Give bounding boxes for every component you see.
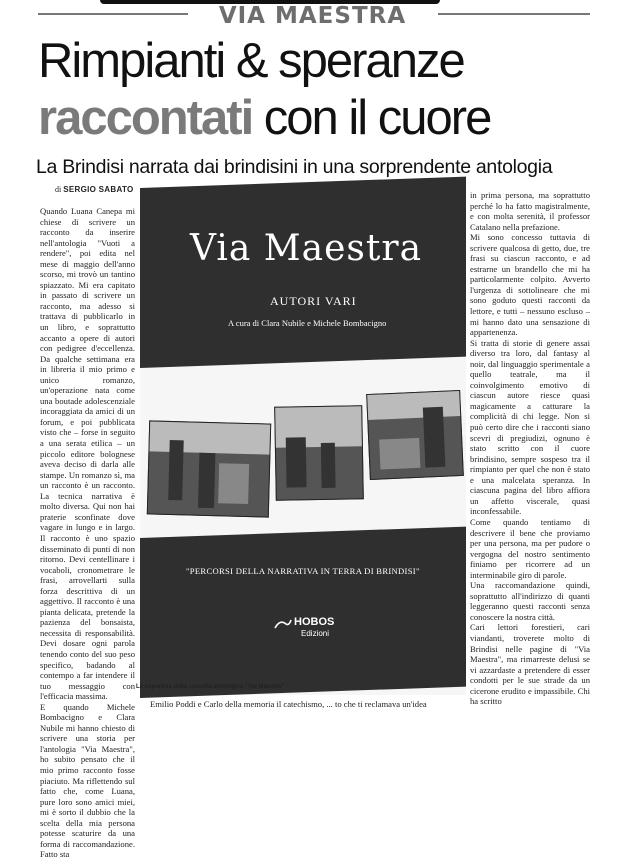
article-paragraph: Mi sono concesso tuttavia di scrivere qualcosa di getto, due, tre frasi su ciascun racconto, e ad estrarne un brandello che mi ha particolarmente colpito. Avverto l'urgenza di sottolineare che mi sono goduto questi racconti da lettore, e tutti – nessuno escluso – mi hanno dato una sensazione di appartenenza. xyxy=(470,232,590,338)
cover-authors: AUTORI VARI xyxy=(270,294,357,308)
cover-photo-1 xyxy=(147,420,271,517)
article-paragraph: E quando Michele Bombacigno e Clara Nubile mi hanno chiesto di scrivere una storia per l'antologia "Via Maestra", ho subito pensato che il mio primo racconto fosse piaciuto. Ma riflettendo sul fatto che, come Luana, pure loro sono amici miei, mi è sorto il dubbio che la scelta della mia persona potesse scaturire da una forma di raccomandazione. Fatto sta xyxy=(40,701,135,860)
article-paragraph: Quando Luana Canepa mi chiese di scrivere un racconto da inserire nell'antologia "Vuoti a rendere", poi edita nel mese di maggio dell'anno scorso, mi trovò un tantino spiazzato. Mi era capitato in passato di scrivere un racconto, ma adesso si trattava di pubblicarlo in un libro, e soprattutto accanto a opere di autori con pedigree d'eccellenza. Da qualche settimana era in libreria il mio primo e unico romanzo, un'operazione nata come una boutade adolescenziale incoraggiata da amici di un forum, e poi pubblicata visto che – forse in seguito a una serata etilica – un piccolo editore bolognese aveva deciso di darla alle stampe. Un romanzo sì, ma un racconto è un racconto. La tecnica narrativa è molto diversa. Qui non hai praterie sconfinate dove vagare in lungo e in largo. Il racconto è uno spazio disseminato di punti di non ritorno. Devi centellinare i vocaboli, cronometrare le frasi, arrovellarti sulla forza descrittiva di un aggettivo. Il racconto è una pianta delicata, pretende la pazienza del bonsaista, necessita di responsabilità. Devi dosare ogni parola tenendo conto del suo peso specifico, badando al contempo a far intendere il tuo messaggio con l'efficacia massima. xyxy=(40,206,135,702)
book-cover-image xyxy=(140,188,466,695)
cover-quote: "PERCORSI DELLA NARRATIVA IN TERRA DI BRINDISI" xyxy=(186,566,420,576)
article-paragraph: Una raccomandazione quindi, soprattutto all'indirizzo di quanti leggeranno questi racconti senza conoscere la nostra città. xyxy=(470,580,590,622)
cover-title: Via Maestra xyxy=(190,228,423,269)
headline-rest: con il cuore xyxy=(252,91,491,145)
cover-photo-2 xyxy=(274,405,364,501)
byline-author: SERGIO SABATO xyxy=(63,185,134,194)
byline-prefix: di xyxy=(55,185,64,194)
article-column-left xyxy=(40,206,135,860)
cover-editors: A cura di Clara Nubile e Michele Bombacigno xyxy=(228,318,387,328)
headline-highlight: raccontati xyxy=(38,91,253,145)
article-column-right xyxy=(470,190,590,706)
cover-photo-3 xyxy=(366,390,464,480)
article-paragraph: Cari lettori forestieri, cari viandanti, troverete molto di Brindisi nelle pagine di "Via Maestra", ma rimarreste delusi se vi azzardaste a pretendere di esser condotti per le sue strade da un cicerone erudito e impassibile. Chi ha scritto xyxy=(470,622,590,707)
image-caption: La copertina della raccolta antologica "Via Maestra" xyxy=(136,684,284,690)
article-paragraph: Si tratta di storie di genere assai diverso tra loro, dal fantasy al noir, dal linguaggio sperimentale a quello teatrale, ma il coinvolgimento emotivo di ciascun autore riesce quasi magicamente a catturare la complicità di chi legge. Non si può certo dire che i racconti siano scevri di pregiudizi, ognuno è stato scritto con il cuore brindisino, sempre sospeso tra il rimpianto per quel che non è stato e una malcelata speranza. In ciascuna pagina del libro affiora un affetto viscerale, quasi inconfessabile. xyxy=(470,337,590,517)
publisher-logo-icon xyxy=(274,618,292,630)
article-paragraph: in prima persona, ma soprattutto perché lo ha fatto magistralmente, e con molta serenità, il professor Catalano nella prefazione. xyxy=(470,190,590,232)
article-paragraph: Come quando tentiamo di descrivere il bene che proviamo per una persona, ma per pudore o vergogna del nostro sentimento finiamo per ricorrere ad un interminabile giro di parole. xyxy=(470,516,590,580)
section-rubric: VIA MAESTRA xyxy=(218,3,407,29)
bottom-text-line: Emilio Poddi e Carlo della memoria il catechismo, ... to che ti reclamava un'idea xyxy=(150,699,427,709)
cover-top-band xyxy=(140,177,466,368)
subtitle: La Brindisi narrata dai brindisini in una sorprendente antologia xyxy=(36,156,553,178)
publisher-subtitle: Edizioni xyxy=(301,629,330,638)
cover-bottom-band xyxy=(140,527,466,698)
headline-line1: Rimpianti & speranze xyxy=(38,34,464,88)
headline-line2 xyxy=(38,90,490,146)
byline xyxy=(55,185,134,194)
publisher-name: HOBOS xyxy=(294,616,335,628)
